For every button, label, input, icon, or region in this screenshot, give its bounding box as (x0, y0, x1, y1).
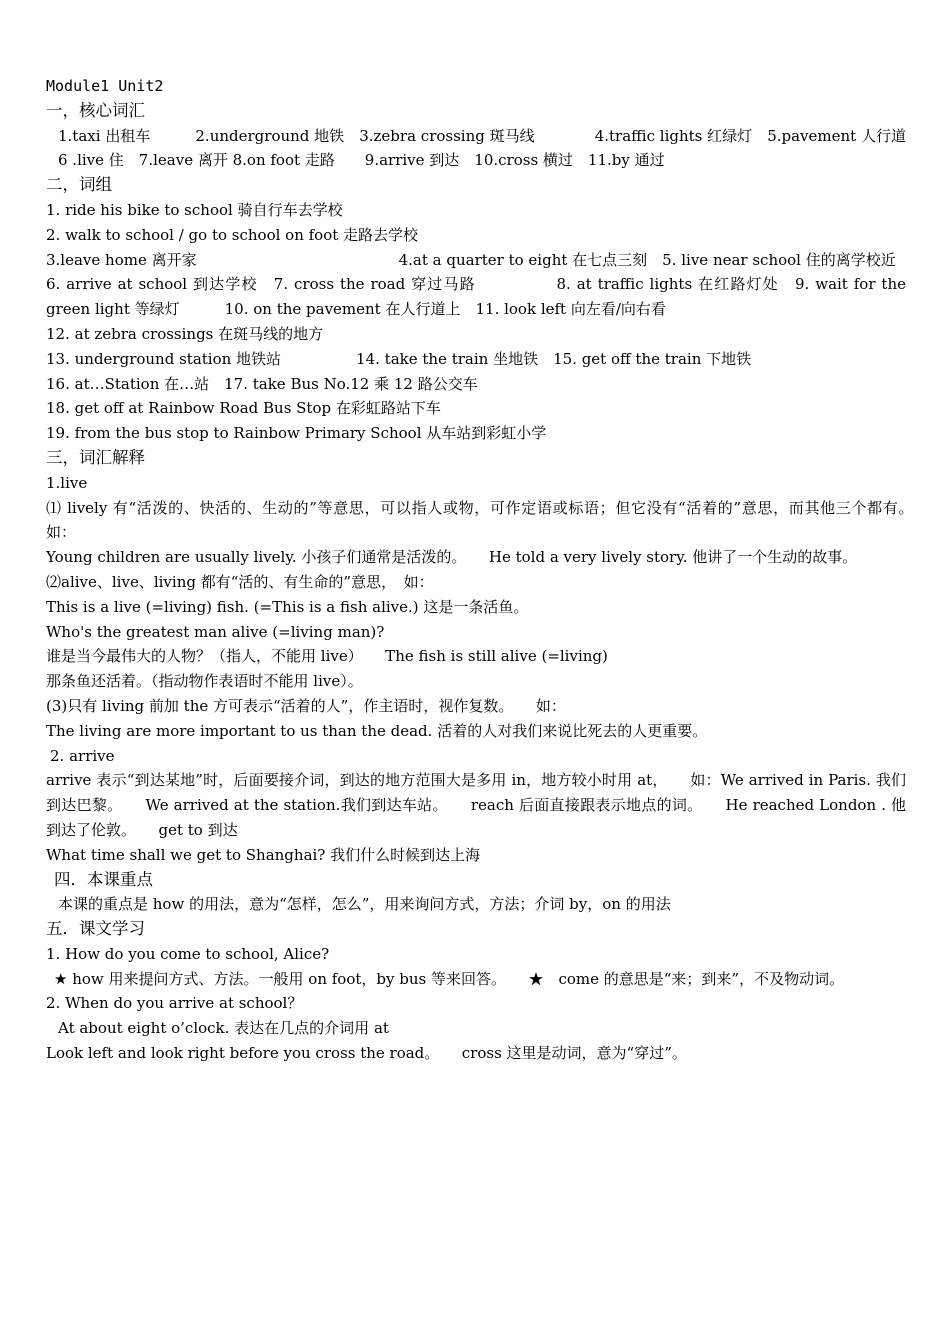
explanation-paragraph: arrive 表示“到达某地”时，后面要接介词，到达的地方范围大是多用 in，地方较小时用 at， 如：We arrived in Paris. 我们到达巴黎。 We arrived at the station.我们到达车站。 reach 后面直接跟表示地点的词。 He reached London . 他到达了伦敦。 get to 到达 (46, 771, 906, 839)
section-heading-phrases: 二，词组 (46, 175, 112, 195)
example-sentence: This is a live (=living) fish. (=This is a fish alive.) 这是一条活鱼。 (46, 597, 529, 616)
phrase-line (46, 347, 906, 372)
document-page (46, 74, 937, 1066)
phrase-line: 18. get off at Rainbow Road Bus Stop 在彩虹路站下车 (46, 399, 441, 418)
explanation-paragraph: ⑴ lively 有“活泼的、快活的、生动的”等意思，可以指人或物，可作定语或标语；但它没有“活着的”意思，而其他三个都有。 如： (46, 498, 937, 542)
document-title: Module1 Unit2 (46, 77, 164, 95)
phrase-item: 4.at a quarter to eight 在七点三刻 5. live near school 住的离学校近 (398, 250, 896, 269)
phrase-line: 1. ride his bike to school 骑自行车去学校 (46, 200, 343, 219)
word-title-arrive: 2. arrive (50, 746, 115, 765)
vocabulary-list: 1.taxi 出租车 2.underground 地铁 3.zebra crossing 斑马线 4.traffic lights 红绿灯 5.pavement 人行道 6 .live 住 7.leave 离开 8.on foot 走路 9.arrive 到达 10.cross 横过 11.by 通过 (58, 126, 922, 170)
example-part: 谁是当今最伟大的人物？（指人，不能用 live） (46, 647, 386, 666)
key-points-text: 本课的重点是 how 的用法，意为“怎样，怎么”，用来询问方式，方法；介词 by，on 的用法 (58, 895, 671, 914)
text-line: 2. When do you arrive at school？ (46, 994, 303, 1013)
text-line: Look left and look right before you cross the road。 cross 这里是动词，意为“穿过”。 (46, 1044, 687, 1063)
word-title-live: 1.live (46, 473, 88, 492)
example-sentence: What time shall we get to Shanghai? 我们什么时候到达上海 (46, 845, 481, 864)
example-part: The fish is still alive (=living) (385, 647, 608, 666)
phrase-line: 12. at zebra crossings 在斑马线的地方 (46, 324, 324, 343)
phrase-item: 3.leave home 离开家 (46, 250, 197, 269)
phrase-line: 16. at…Station 在…站 17. take Bus No.12 乘 12 路公交车 (46, 374, 478, 393)
example-sentence (46, 644, 906, 669)
explanation-paragraph: ⑵alive、live、living 都有“活的、有生命的”意思， 如： (46, 572, 434, 591)
explanation-paragraph: (3)只有 living 前加 the 方可表示“活着的人”，作主语时，视作复数。 如： (46, 696, 566, 715)
example-sentence: Who's the greatest man alive (=living man)? (46, 622, 385, 641)
phrase-line: 19. from the bus stop to Rainbow Primary School 从车站到彩虹小学 (46, 424, 547, 443)
text-line: At about eight o’clock. 表达在几点的介词用 at (58, 1019, 389, 1038)
text-line: 1. How do you come to school, Alice? (46, 944, 330, 963)
section-heading-core-vocabulary: 一，核心词汇 (46, 100, 145, 120)
phrase-line: 2. walk to school / go to school on foot 走路去学校 (46, 225, 419, 244)
section-heading-key-points: 四．本课重点 (54, 869, 153, 889)
section-heading-text-study: 五．课文学习 (46, 919, 145, 939)
section-heading-vocabulary-explanation: 三，词汇解释 (46, 447, 145, 467)
phrase-line (46, 248, 906, 273)
phrase-paragraph: 6. arrive at school 到达学校 7. cross the road 穿过马路 8. at traffic lights 在红路灯处 9. wait for the green light 等绿灯 10. on the pavement 在人行道上 11. look left 向左看/向右看 (46, 275, 906, 319)
example-sentence: 那条鱼还活着。（指动物作表语时不能用 live）。 (46, 672, 363, 691)
example-sentence: Young children are usually lively. 小孩子们通常是活泼的。 He told a very lively story. 他讲了一个生动的故事。 (46, 548, 858, 567)
phrase-item: 13. underground station 地铁站 14. take the train 坐地铁 15. get off the train 下地铁 (46, 349, 752, 368)
example-sentence: The living are more important to us than the dead. 活着的人对我们来说比死去的人更重要。 (46, 721, 708, 740)
text-note: ★ how 用来提问方式、方法。一般用 on foot，by bus 等来回答。 ★ come 的意思是“来；到来”，不及物动词。 (54, 969, 845, 988)
